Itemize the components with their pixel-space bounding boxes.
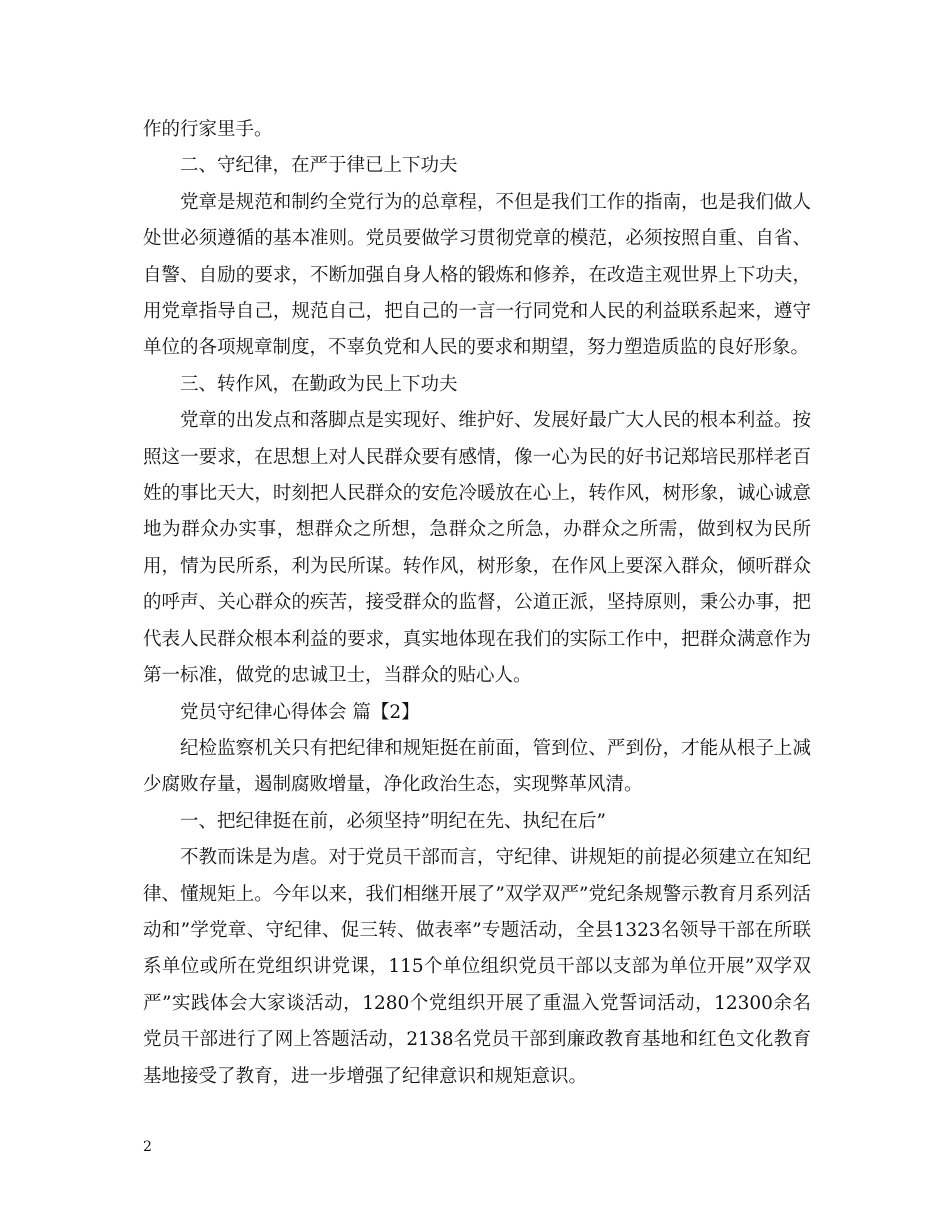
article-title: 党员守纪律心得体会 篇【2】 <box>180 701 420 723</box>
document-body <box>143 112 811 1095</box>
paragraph: 党章的出发点和落脚点是实现好、维护好、发展好最广大人民的根本利益。按照这一要求，在思想上对人民群众要有感情，像一心为民的好书记郑培民那样老百姓的事比天大，时刻把人民群众的安危冷暖放在心上，转作风，树形象，诚心诚意地为群众办实事，想群众之所想，急群众之所急，办群众之所需，做到权为民所用，情为民所系，利为民所谋。转作风，树形象，在作风上要深入群众，倾听群众的呼声、关心群众的疾苦，接受群众的监督，公道正派，坚持原则，秉公办事，把代表人民群众根本利益的要求，真实地体现在我们的实际工作中，把群众满意作为第一标准，做党的忠诚卫士，当群众的贴心人。 <box>143 410 811 687</box>
section-heading-1: 一、把纪律挺在前，必须坚持”明纪在先、执纪在后” <box>180 810 606 832</box>
paragraph: 不教而诛是为虐。对于党员干部而言，守纪律、讲规矩的前提必须建立在知纪律、懂规矩上。今年以来，我们相继开展了”双学双严”党纪条规警示教育月系列活动和”学党章、守纪律、促三转、做表率”专题活动，全县1323名领导干部在所联系单位或所在党组织讲党课，115个单位组织党员干部以支部为单位开展”双学双严”实践体会大家谈活动，1280个党组织开展了重温入党誓词活动，12300余名党员干部进行了网上答题活动，2138名党员干部到廉政教育基地和红色文化教育基地接受了教育，进一步增强了纪律意识和规矩意识。 <box>143 847 811 1087</box>
section-heading-3: 三、转作风，在勤政为民上下功夫 <box>180 373 458 395</box>
page-number: 2 <box>143 1139 152 1155</box>
paragraph-continuation: 作的行家里手。 <box>143 119 273 140</box>
section-heading-2: 二、守纪律，在严于律已上下功夫 <box>180 155 458 177</box>
paragraph: 党章是规范和制约全党行为的总章程，不但是我们工作的指南，也是我们做人处世必须遵循的基本准则。党员要做学习贯彻党章的模范，必须按照自重、自省、自警、自励的要求，不断加强自身人格的锻炼和修养，在改造主观世界上下功夫，用党章指导自己，规范自己，把自己的一言一行同党和人民的利益联系起来，遵守单位的各项规章制度，不辜负党和人民的要求和期望，努力塑造质监的良好形象。 <box>143 191 811 359</box>
paragraph: 纪检监察机关只有把纪律和规矩挺在前面，管到位、严到份，才能从根子上减少腐败存量，遏制腐败增量，净化政治生态，实现弊革风清。 <box>143 737 811 796</box>
